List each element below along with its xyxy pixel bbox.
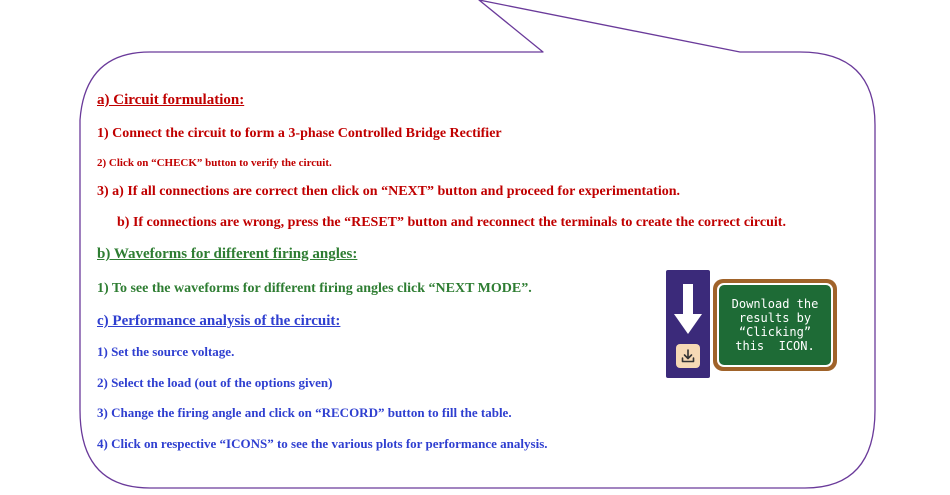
circuit-step-3b: b) If connections are wrong, press the “RESET” button and reconnect the terminals to create the correct circuit. — [117, 215, 786, 230]
waveforms-heading: b) Waveforms for different firing angles: — [97, 246, 358, 262]
performance-step-1: 1) Set the source voltage. — [97, 344, 235, 359]
download-hint-text: Download the results by “Clicking” this ICON. — [731, 297, 819, 353]
circuit-step-2: 2) Click on “CHECK” button to verify the circuit. — [97, 157, 332, 169]
download-button[interactable] — [676, 344, 700, 368]
circuit-formulation-heading: a) Circuit formulation: — [97, 92, 245, 108]
performance-step-2: 2) Select the load (out of the options given) — [97, 375, 333, 390]
circuit-step-1: 1) Connect the circuit to form a 3-phase Controlled Bridge Rectifier — [97, 126, 502, 141]
performance-heading: c) Performance analysis of the circuit: — [97, 313, 341, 329]
download-hint-chalkboard — [717, 283, 833, 367]
circuit-step-3a: 3) a) If all connections are correct then click on “NEXT” button and proceed for experimentation. — [97, 184, 681, 199]
download-tray-icon — [680, 348, 696, 364]
waveforms-step-1: 1) To see the waveforms for different firing angles click “NEXT MODE”. — [97, 281, 532, 296]
performance-step-4: 4) Click on respective “ICONS” to see the various plots for performance analysis. — [97, 436, 548, 451]
performance-step-3: 3) Change the firing angle and click on “RECORD” button to fill the table. — [97, 405, 512, 420]
down-arrow-icon — [674, 284, 702, 336]
download-hint-board — [713, 279, 837, 371]
download-panel — [666, 270, 710, 378]
